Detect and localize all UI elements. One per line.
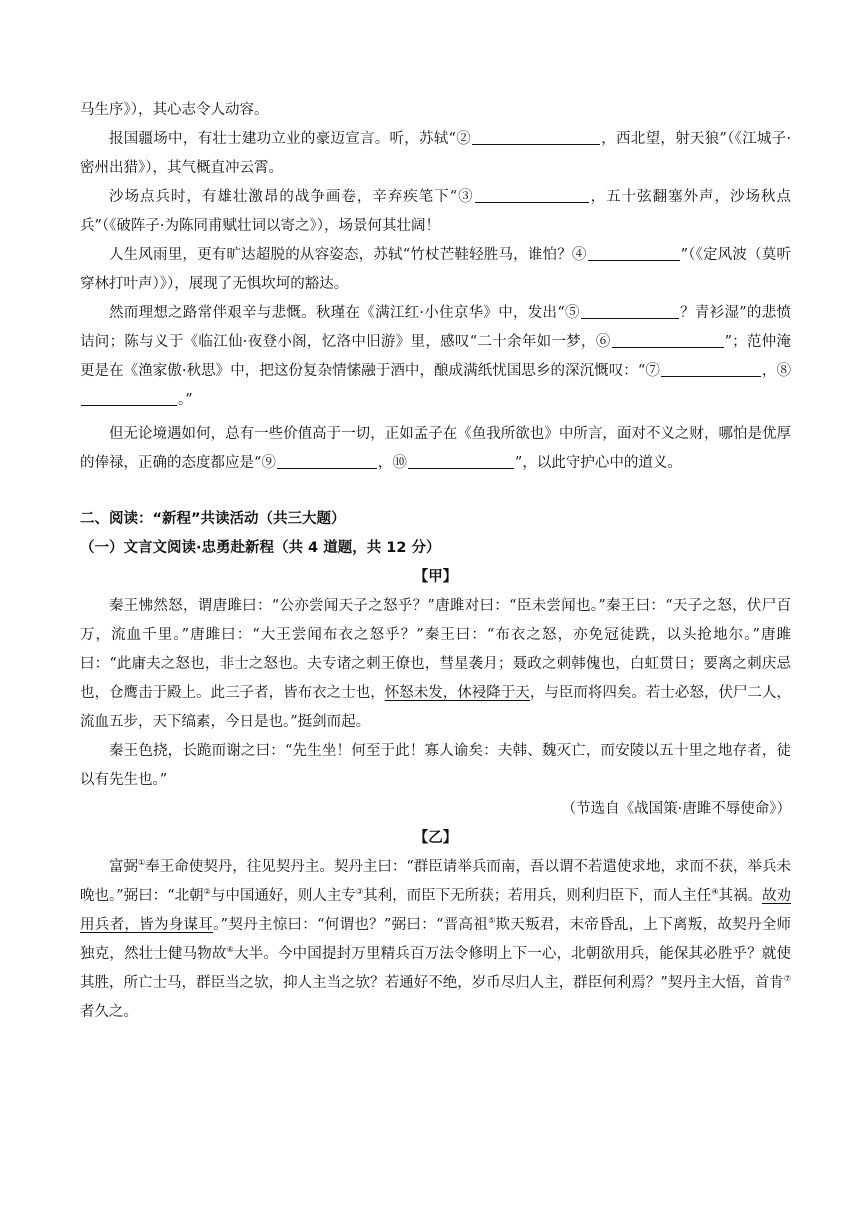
underlined-sentence: 故劝用兵者，皆为身谋耳 (80, 888, 792, 933)
paragraph-5 (80, 299, 791, 415)
passage-jia-paragraph-2: 秦王色挠，长跪而谢之曰：“先生坐！何至于此！寡人谕矣：夫韩、魏灭亡，而安陵以五十里之地存者，徒以有先生也。” (80, 743, 791, 788)
passage-jia-label: 【甲】 (413, 569, 458, 585)
text: 。” (178, 392, 193, 408)
text: 然而理想之路常伴艰辛与悲慨。秋瑾在《满江红·小住京华》中，发出“⑤ (109, 305, 580, 321)
answer-blank-8[interactable] (81, 390, 177, 406)
answer-blank-7[interactable] (661, 361, 761, 377)
passage-jia-source: （节选自《战国策·唐雎不辱使命》） (561, 801, 791, 817)
text: 其祸。 (718, 888, 763, 904)
paragraph-6 (80, 420, 791, 478)
passage-yi-label: 【乙】 (413, 830, 458, 846)
text: 人生风雨里，更有旷达超脱的从容姿态，苏轼“竹杖芒鞋轻胜马，谁怕？④ (109, 247, 587, 263)
text: 沙场点兵时，有雄壮激昂的战争画卷，辛弃疾笔下“③ (109, 189, 474, 205)
subsection-title: （一）文言文阅读·忠勇赴新程（共 4 道题，共 12 分） (80, 540, 441, 556)
answer-blank-6[interactable] (612, 332, 724, 348)
paragraph-3 (80, 183, 791, 241)
answer-blank-3[interactable] (475, 187, 589, 203)
answer-blank-5[interactable] (581, 303, 679, 319)
text: ”（《定风波（莫听穿林打叶声）》），展现了无惧坎坷的豁达。 (80, 247, 791, 292)
footnote-marker: ⑥ (226, 945, 234, 955)
text: 其利，而臣下无所获；若用兵，则利归臣下，而人主任 (363, 888, 712, 904)
text: ，与臣而将四矣。若士必怒，伏尸二人，流血五步，天下缟素，今日是也。”挺剑而起。 (80, 685, 792, 730)
text: 。”契丹主惊曰：“何谓也？”弼曰：“晋高祖 (213, 917, 489, 933)
text: ，⑧ (761, 363, 791, 379)
answer-blank-9[interactable] (277, 453, 377, 469)
document-page (80, 96, 791, 1027)
text: 秦王怫然怒，谓唐雎曰：“公亦尝闻天子之怒乎？”唐雎对曰：“臣未尝闻也。”秦王曰：“天子之怒，伏尸百万，流血千里。”唐雎曰：“大王尝闻布衣之怒乎？”秦王曰：“布衣之怒，亦免冠徒跣，以头抢地尔。”唐雎曰：“此庸夫之怒也，非士之怒也。夫专诸之刺王僚也，彗星袭月；聂政之刺韩傀也，白虹贯日；要离之刺庆忌也，仓鹰击于殿上。此三子者，皆布衣之士也， (80, 598, 791, 701)
paragraph-4 (80, 241, 791, 299)
text: 富弼 (109, 859, 139, 875)
footnote-marker: ① (138, 858, 146, 868)
passage-yi-paragraph-1 (80, 853, 791, 1027)
text: 奉王命使契丹，往见契丹主。契丹主曰：“群臣请举兵而南，吾以谓不若遣使求地，求而不获，举兵未晚也。”弼曰：“北朝 (80, 859, 792, 904)
text: 但无论境遇如何，总有一些价值高于一切，正如孟子在《鱼我所欲也》中所言，面对不义之财，哪怕是优厚的俸禄，正确的态度都应是“⑨ (80, 426, 791, 471)
text: 报国疆场中，有壮士建功立业的豪迈宣言。听，苏轼“② (109, 131, 472, 147)
footnote-marker: ② (203, 887, 211, 897)
passage-jia-paragraph-1 (80, 592, 791, 737)
text: 大半。今中国提封万里精兵百万法令修明上下一心，北朝欲用兵，能保其必胜乎？就使其胜，所亡士马，群臣当之欤，抑人主当之欤？若通好不绝，岁币尽归人主，群臣何利焉？”契丹主大悟，首肯 (80, 946, 792, 991)
text: ”；范仲淹更是在《渔家傲·秋思》中，把这份复杂情愫融于酒中，酿成满纸忧国思乡的深沉慨叹：“⑦ (80, 334, 791, 379)
footnote-marker: ⑤ (488, 916, 496, 926)
answer-blank-2[interactable] (472, 129, 600, 145)
footnote-marker: ⑦ (783, 974, 791, 984)
text: 与中国通好，则人主专 (210, 888, 356, 904)
footnote-marker: ④ (711, 887, 719, 897)
underlined-sentence: 怀怒未发，休祲降于天 (384, 685, 530, 701)
text: ，⑩ (377, 455, 407, 471)
paragraph-1-end: 马生序》），其心志令人动容。 (80, 102, 269, 118)
footnote-marker: ③ (355, 887, 364, 897)
text: 欺天叛君，末帝昏乱，上下离叛，故契丹全师独克，然壮士健马物故 (80, 917, 792, 962)
text: ，五十弦翻塞外声，沙场秋点兵”（《破阵子·为陈同甫赋壮词以寄之》），场景何其壮阔！ (80, 189, 791, 234)
text: ？青衫湿”的悲愤诘问；陈与义于《临江仙·夜登小阁，忆洛中旧游》里，感叹“二十余年如一梦，⑥ (80, 305, 791, 350)
answer-blank-10[interactable] (408, 453, 514, 469)
text: 者久之。 (80, 1004, 138, 1020)
paragraph-2 (80, 125, 791, 183)
section-title: 二、阅读：“新程”共读活动（共三大题） (80, 511, 346, 527)
answer-blank-4[interactable] (588, 245, 680, 261)
text: ，西北望，射天狼”（《江城子·密州出猎》），其气概直冲云霄。 (80, 131, 791, 176)
text: ”，以此守护心中的道义。 (514, 455, 682, 471)
